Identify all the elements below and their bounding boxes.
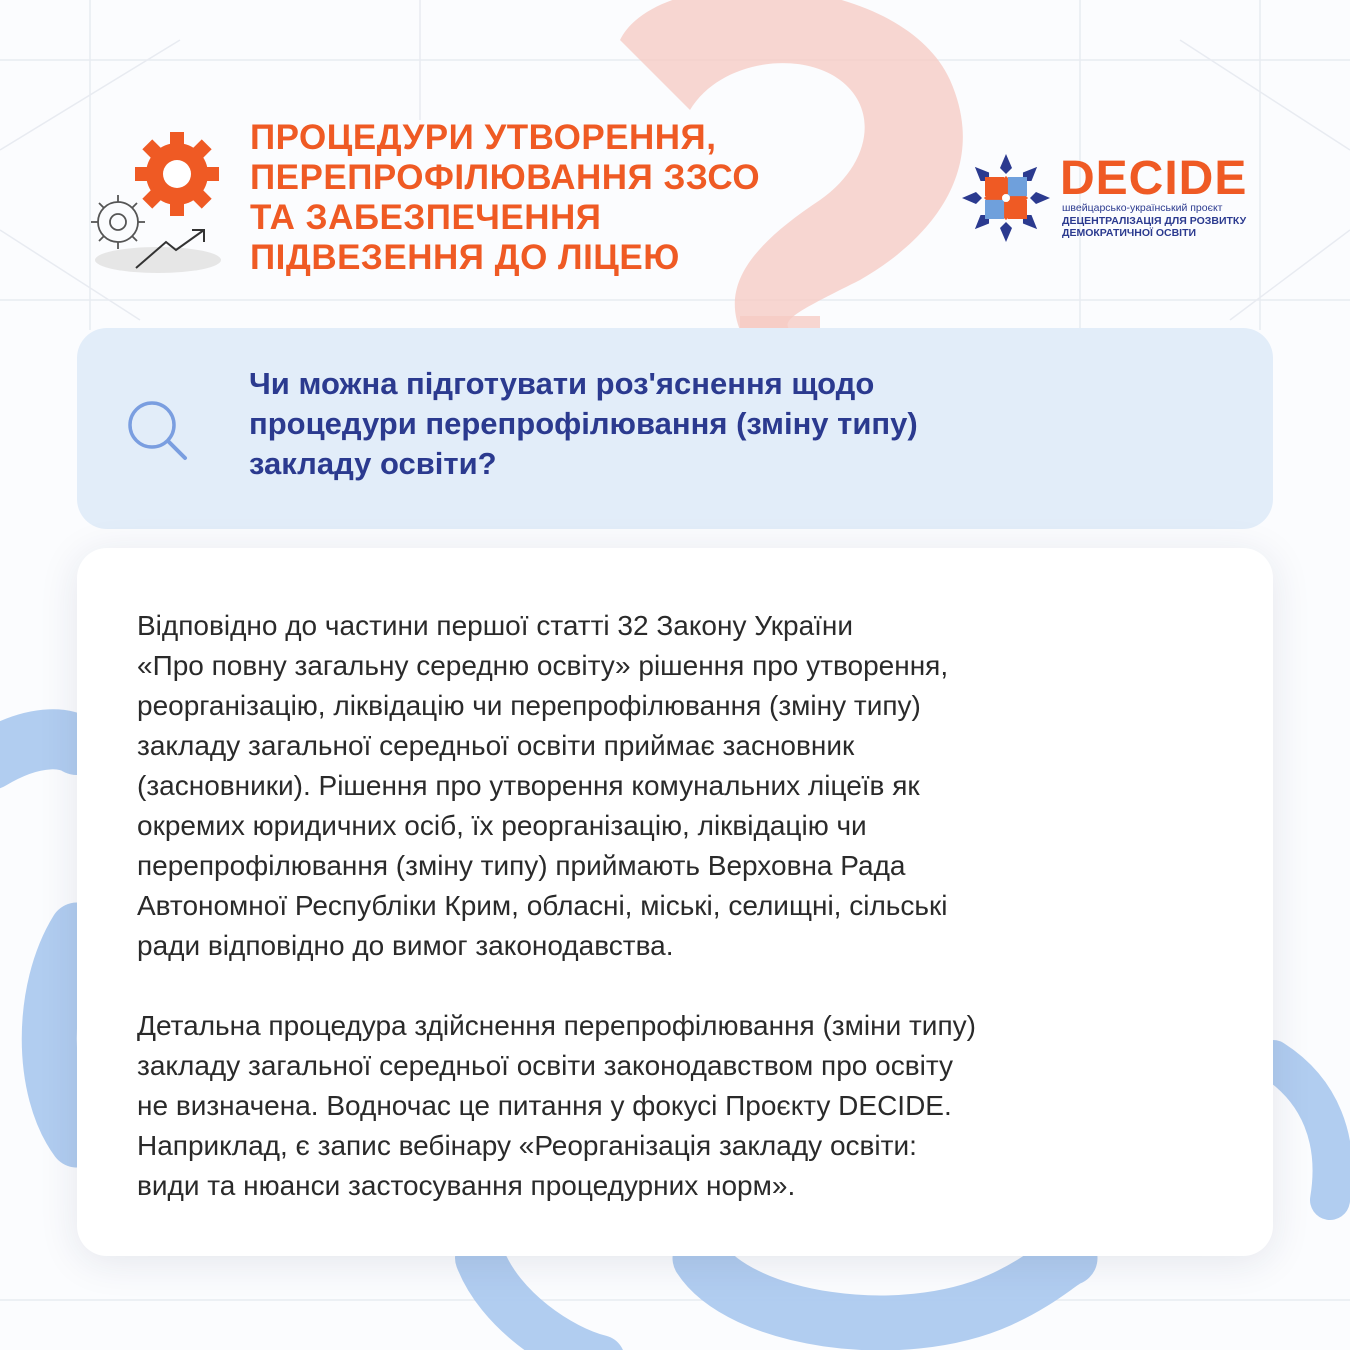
answer-body xyxy=(137,606,1237,1206)
answer-p2-line: не визначена. Водночас це питання у фокусі Проєкту DECIDE. xyxy=(137,1090,952,1121)
answer-p2-line: види та нюанси застосування процедурних норм». xyxy=(137,1170,796,1201)
gears-growth-icon xyxy=(88,130,228,280)
title-line: ПРОЦЕДУРИ УТВОРЕННЯ, xyxy=(250,118,717,157)
answer-p1-line: Відповідно до частини першої статті 32 Закону України xyxy=(137,610,854,641)
title-line: ТА ЗАБЕЗПЕЧЕННЯ xyxy=(250,198,602,237)
decide-logo xyxy=(960,152,1250,248)
answer-p1-line: окремих юридичних осіб, їх реорганізацію, ліквідацію чи xyxy=(137,810,867,841)
title-line: ПЕРЕПРОФІЛЮВАННЯ ЗЗСО xyxy=(250,158,761,197)
answer-p2-line: закладу загальної середньої освіти законодавством про освіту xyxy=(137,1050,953,1081)
question-line: закладу освіти? xyxy=(249,446,497,481)
answer-p2-line: Детальна процедура здійснення перепрофілювання (зміни типу) xyxy=(137,1010,976,1041)
logo-tagline-line1: ДЕЦЕНТРАЛІЗАЦІЯ ДЛЯ РОЗВИТКУ xyxy=(1062,215,1247,227)
logo-wordmark: DECIDE xyxy=(1060,152,1248,205)
answer-p1-line: Автономної Республіки Крим, обласні, міські, селищні, сільські xyxy=(137,890,948,921)
logo-subtitle: швейцарсько-український проєкт xyxy=(1062,202,1223,214)
logo-tagline-line2: ДЕМОКРАТИЧНОЇ ОСВІТИ xyxy=(1062,227,1197,239)
question-line: процедури перепрофілювання (зміну типу) xyxy=(249,406,918,441)
snowflake-ornament-icon xyxy=(960,152,1052,244)
question-line: Чи можна підготувати роз'яснення щодо xyxy=(249,366,875,401)
question-heading xyxy=(249,364,1149,484)
answer-p1-line: (засновники). Рішення про утворення комунальних ліцеїв як xyxy=(137,770,920,801)
title-line: ПІДВЕЗЕННЯ ДО ЛІЦЕЮ xyxy=(250,238,680,277)
answer-p1-line: перепрофілювання (зміну типу) приймають Верховна Рада xyxy=(137,850,906,881)
question-box xyxy=(77,328,1273,529)
answer-p1-line: реорганізацію, ліквідацію чи перепрофілювання (зміну типу) xyxy=(137,690,921,721)
magnifier-icon xyxy=(125,398,191,464)
paragraph-spacer xyxy=(137,966,1237,1006)
answer-p2-line: Наприклад, є запис вебінару «Реорганізація закладу освіти: xyxy=(137,1130,917,1161)
answer-card xyxy=(77,548,1273,1256)
answer-p1-line: ради відповідно до вимог законодавства. xyxy=(137,930,674,961)
page-title xyxy=(250,118,870,278)
answer-p1-line: закладу загальної середньої освіти приймає засновник xyxy=(137,730,855,761)
answer-p1-line: «Про повну загальну середню освіту» рішення про утворення, xyxy=(137,650,949,681)
